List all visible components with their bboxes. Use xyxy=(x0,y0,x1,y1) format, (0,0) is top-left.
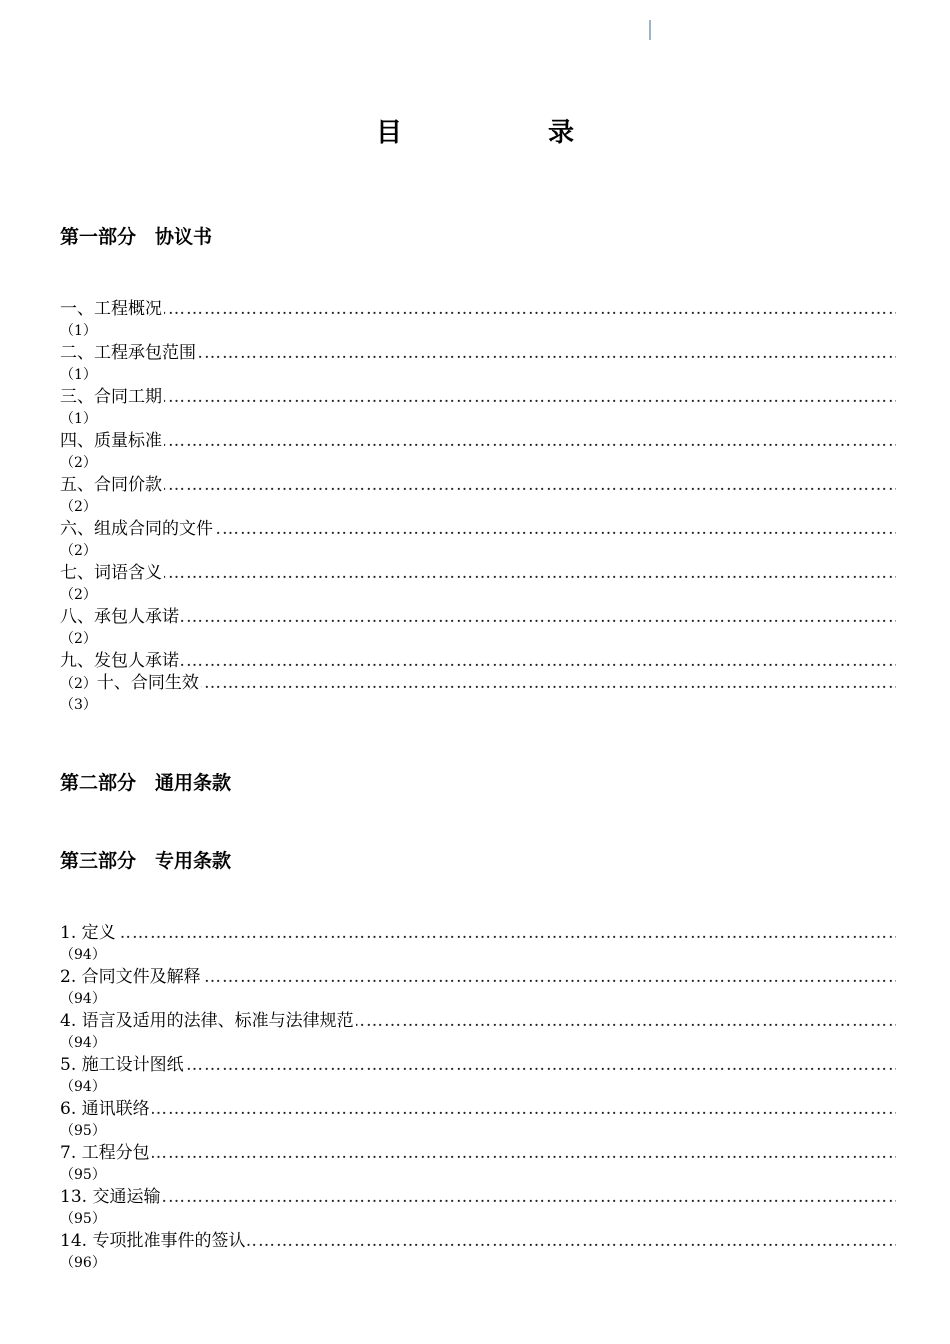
toc-entry[interactable]: …………………………………………………………………………………………………………………………………………………………………………………………… 1. 定义 xyxy=(60,922,896,944)
part2-heading: 第二部分 通用条款 xyxy=(60,772,232,794)
toc-entry[interactable]: …………………………………………………………………………………………………………………………………………………………………………………………… 九、发包人承诺 xyxy=(60,650,896,672)
toc-page-number: （2） xyxy=(60,631,97,647)
part3-heading: 第三部分 专用条款 xyxy=(60,850,232,872)
toc-page-number: （1） xyxy=(60,411,97,427)
toc-entry[interactable]: …………………………………………………………………………………………………………………………………………………………………………………………… 4. 语言及适用的法律、标准与法律规范 xyxy=(60,1010,896,1032)
toc-entry[interactable]: …………………………………………………………………………………………………………………………………………………………………………………………… 五、合同价款 xyxy=(60,474,896,496)
leader-dots xyxy=(60,922,896,944)
toc-entry[interactable]: …………………………………………………………………………………………………………………………………………………………………………………………… 四、质量标准 xyxy=(60,430,896,452)
toc-page-number: （94） xyxy=(60,991,106,1007)
toc-entry[interactable]: …………………………………………………………………………………………………………………………………………………………………………………………… 一、工程概况 xyxy=(60,298,896,320)
leader-dots xyxy=(60,386,896,408)
toc-page-number: （94） xyxy=(60,947,106,963)
toc-entry[interactable]: …………………………………………………………………………………………………………………………………………………………………………………………… 六、组成合同的文件 xyxy=(60,518,896,540)
leader-dots xyxy=(60,474,896,496)
toc-page-number: （2） xyxy=(60,587,97,603)
toc-entry[interactable]: …………………………………………………………………………………………………………………………………………………………………………………………… 13. 交通运输 xyxy=(60,1186,896,1208)
leader-dots xyxy=(60,430,896,452)
toc-page-number: （2） xyxy=(60,676,97,692)
toc-page-number: （94） xyxy=(60,1035,106,1051)
toc-page-number: （95） xyxy=(60,1123,106,1139)
page-title: 目 录 xyxy=(375,118,634,148)
toc-entry[interactable]: …………………………………………………………………………………………………………………………………………………………………………………………… 八、承包人承诺 xyxy=(60,606,896,628)
toc-page-number: （1） xyxy=(60,367,97,383)
leader-dots xyxy=(60,1186,896,1208)
leader-dots xyxy=(60,606,896,628)
toc-entry[interactable]: …………………………………………………………………………………………………………………………………………………………………………………………… 三、合同工期 xyxy=(60,386,896,408)
toc-page-number: （95） xyxy=(60,1211,106,1227)
toc-entry[interactable]: …………………………………………………………………………………………………………………………………………………………………………………………… 七、词语含义 xyxy=(60,562,896,584)
leader-dots xyxy=(60,1098,896,1120)
toc-page-number: （1） xyxy=(60,323,97,339)
toc-page-number: （94） xyxy=(60,1079,106,1095)
toc-page-number: （3） xyxy=(60,697,97,713)
leader-dots xyxy=(60,650,896,672)
toc-page-number: （2） xyxy=(60,499,97,515)
toc-entry[interactable]: …………………………………………………………………………………………………………………………………………………………………………………………… 5. 施工设计图纸 xyxy=(60,1054,896,1076)
text-cursor xyxy=(649,20,651,40)
toc-entry[interactable]: …………………………………………………………………………………………………………………………………………………………………………………………… 6. 通讯联络 xyxy=(60,1098,896,1120)
toc-page-number: （95） xyxy=(60,1167,106,1183)
leader-dots xyxy=(60,298,896,320)
toc-page-number: （96） xyxy=(60,1255,106,1271)
leader-dots xyxy=(60,562,896,584)
toc-entry[interactable]: …………………………………………………………………………………………………………………………………………………………………………………………… 二、工程承包范围 xyxy=(60,342,896,364)
part1-heading: 第一部分 协议书 xyxy=(60,226,213,248)
toc-page-number: （2） xyxy=(60,455,97,471)
toc-entry[interactable]: …………………………………………………………………………………………………………………………………………………………………………………………… （2）十、合同生效 xyxy=(60,672,896,694)
toc-entry[interactable]: …………………………………………………………………………………………………………………………………………………………………………………………… 7. 工程分包 xyxy=(60,1142,896,1164)
toc-entry[interactable]: …………………………………………………………………………………………………………………………………………………………………………………………… 2. 合同文件及解释 xyxy=(60,966,896,988)
toc-entry[interactable]: …………………………………………………………………………………………………………………………………………………………………………………………… 14. 专项批准事件的签认 xyxy=(60,1230,896,1252)
toc-page-number: （2） xyxy=(60,543,97,559)
leader-dots xyxy=(60,1142,896,1164)
